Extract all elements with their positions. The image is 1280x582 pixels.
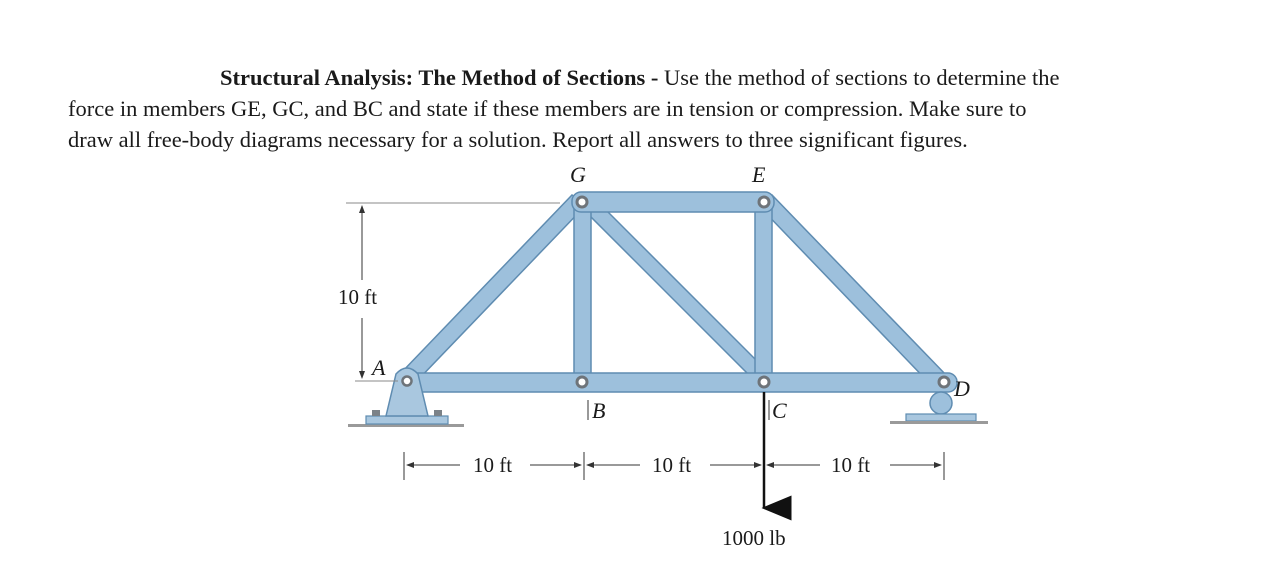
joint-label-D: D <box>954 376 970 401</box>
member-GE <box>572 192 774 212</box>
heading-separator: - <box>645 65 664 90</box>
joint-label-G: G <box>570 162 586 187</box>
member-ED <box>758 195 948 388</box>
problem-line-2: force in members GE, GC, and BC and state if these members are in tension or compression. Make sure to <box>68 96 1027 121</box>
member-GC <box>588 204 772 386</box>
joint-label-B: B <box>592 398 606 423</box>
joint-label-A: A <box>372 355 386 380</box>
roller-support-D <box>890 392 988 424</box>
member-GB <box>574 200 591 382</box>
joint-label-C: C <box>772 398 787 423</box>
problem-heading: Structural Analysis: The Method of Sections <box>220 65 646 90</box>
pin-C <box>759 377 769 387</box>
pin-E <box>759 197 769 207</box>
problem-line-3: draw all free-body diagrams necessary for a solution. Report all answers to three significant figures. <box>68 127 968 152</box>
pin-B <box>577 377 587 387</box>
pin-G <box>577 197 587 207</box>
truss-members <box>400 192 957 392</box>
load-label: 1000 lb <box>722 526 786 550</box>
member-AG <box>400 195 586 384</box>
pin-D <box>939 377 949 387</box>
span-dimension-BC: 10 ft <box>652 453 692 477</box>
problem-line-1-text: Use the method of sections to determine the <box>663 65 1060 90</box>
height-dimension-label: 10 ft <box>338 285 378 309</box>
joint-label-E: E <box>752 162 766 187</box>
member-EC <box>755 200 772 382</box>
span-dimension-CD: 10 ft <box>831 453 871 477</box>
span-dimension-AB: 10 ft <box>473 453 513 477</box>
member-ABCD <box>401 373 957 392</box>
